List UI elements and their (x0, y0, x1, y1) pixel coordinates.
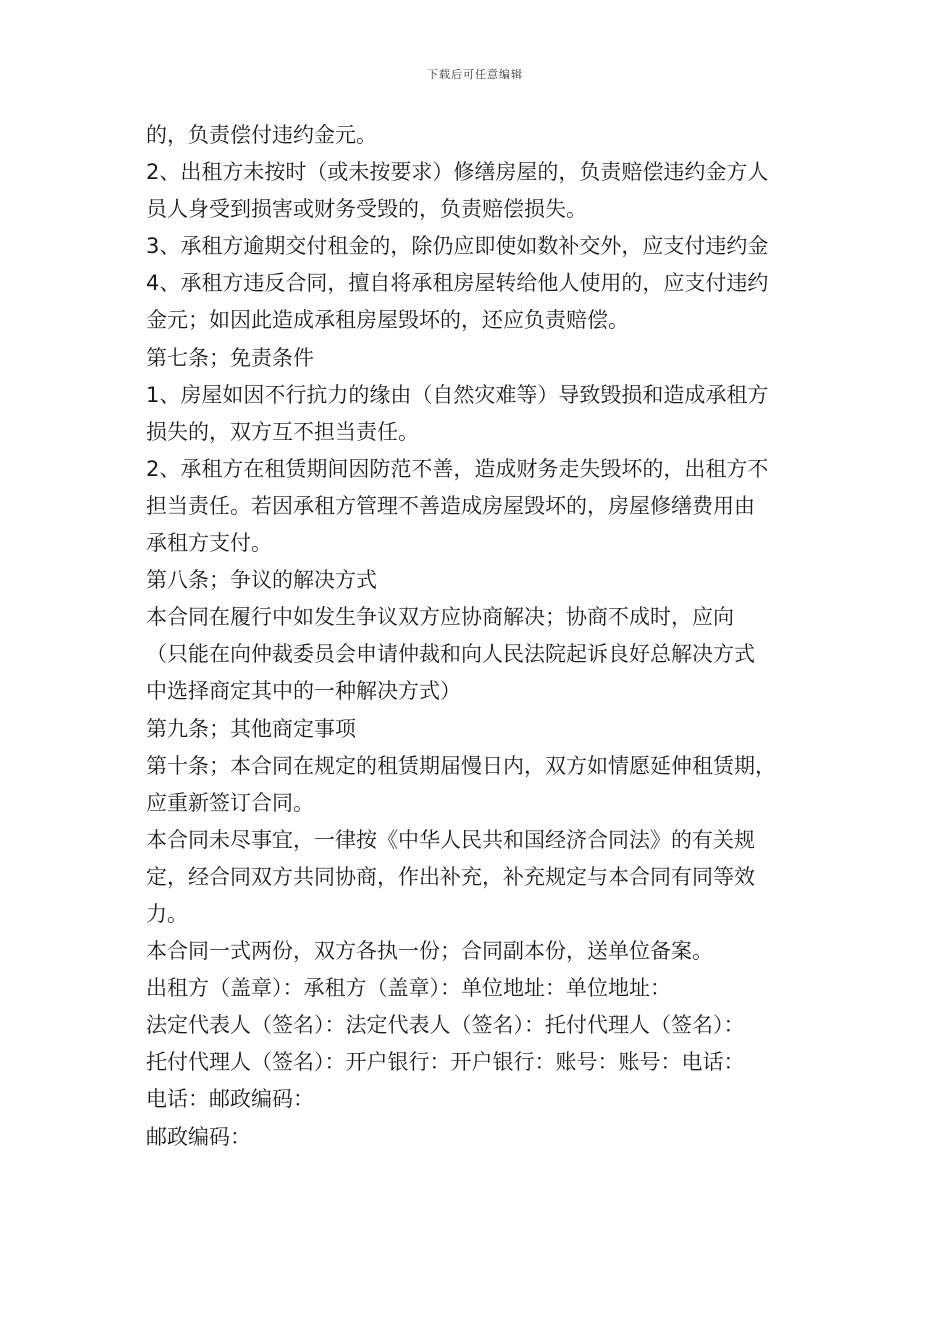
document-body (146, 117, 826, 1156)
text-line: 4、承租方违反合同，擅自将承租房屋转给他人使用的，应支付违约 (146, 271, 769, 296)
text-line: 应重新签订合同。 (146, 790, 314, 815)
text-line: 1、房屋如因不行抗力的缘由（自然灾难等）导致毁损和造成承租方 (146, 382, 769, 407)
text-line: 员人身受到损害或财务受毁的，负责赔偿损失。 (146, 197, 587, 222)
text-line: 定，经合同双方共同协商，作出补充，补充规定与本合同有同等效 (146, 864, 755, 889)
text-line: 3、承租方逾期交付租金的，除仍应即使如数补交外，应支付违约金 (146, 234, 769, 259)
text-line: 2、承租方在租赁期间因防范不善，造成财务走失毁坏的，出租方不 (146, 456, 769, 481)
section-heading: 第七条；免责条件 (146, 345, 314, 370)
signature-line: 法定代表人（签名）：法定代表人（签名）：托付代理人（签名）： (146, 1013, 745, 1038)
signature-line: 邮政编码： (146, 1124, 251, 1149)
text-line: 本合同未尽事宜，一律按《中华人民共和国经济合同法》的有关规 (146, 827, 755, 852)
section-heading: 第八条；争议的解决方式 (146, 568, 377, 593)
text-line: 中选择商定其中的一种解决方式） (146, 679, 461, 704)
signature-line: 电话：邮政编码： (146, 1087, 314, 1112)
text-line: 承租方支付。 (146, 531, 272, 556)
text-line: 担当责任。若因承租方管理不善造成房屋毁坏的，房屋修缮费用由 (146, 493, 755, 518)
text-line: 损失的，双方互不担当责任。 (146, 419, 419, 444)
text-line: 金元；如因此造成承租房屋毁坏的，还应负责赔偿。 (146, 308, 629, 333)
page-header: 下载后可任意编辑 (427, 68, 523, 81)
signature-line: 托付代理人（签名）：开户银行：开户银行：账号：账号：电话： (146, 1050, 745, 1075)
signature-line: 出租方（盖章）：承租方（盖章）：单位地址：单位地址： (146, 976, 671, 1001)
text-line: 第十条；本合同在规定的租赁期届慢日内，双方如情愿延伸租赁期， (146, 753, 776, 778)
section-heading: 第九条；其他商定事项 (146, 716, 356, 741)
text-line: （只能在向仲裁委员会申请仲裁和向人民法院起诉良好总解决方式 (146, 642, 755, 667)
text-line: 的，负责偿付违约金元。 (146, 123, 377, 147)
text-line: 本合同在履行中如发生争议双方应协商解决；协商不成时，应向 (146, 605, 734, 630)
text-line: 2、出租方未按时（或未按要求）修缮房屋的，负责赔偿违约金方人 (146, 160, 769, 185)
text-line: 力。 (146, 901, 188, 926)
text-line: 本合同一式两份，双方各执一份；合同副本份，送单位备案。 (146, 939, 713, 964)
